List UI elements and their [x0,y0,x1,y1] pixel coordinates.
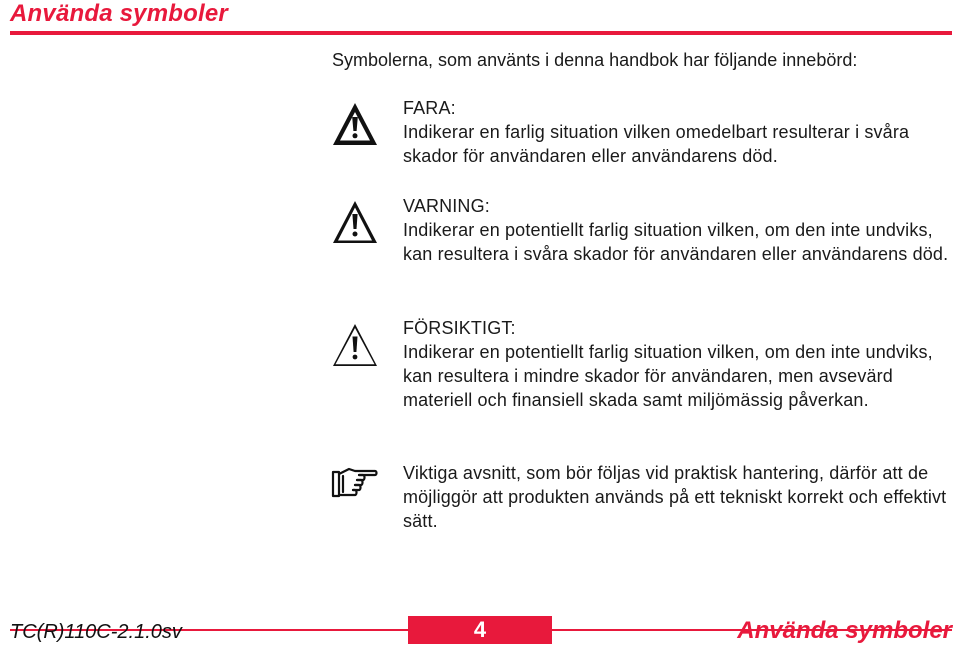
symbol-forsiktigt [403,316,951,412]
symbol-description: Indikerar en potentiellt farlig situation vilken, om den inte undviks, kan resultera i mindre skador för användaren, men avsevärd materiell och finansiell skada samt miljömässig påverkan. [403,342,933,410]
symbol-heading: FARA: [403,98,456,118]
warning-triangle-icon [331,100,379,148]
symbol-note [403,461,951,533]
footer-page-number: 4 [408,616,552,644]
page-header-title: Använda symboler [10,0,228,27]
symbol-description: Indikerar en potentiellt farlig situation vilken, om den inte undviks, kan resultera i svåra skador för användaren eller användarens död. [403,220,949,264]
symbol-description: Indikerar en farlig situation vilken omedelbart resulterar i svåra skador för användaren eller användarens död. [403,122,910,166]
footer-section-title: Använda symboler [737,617,952,644]
pointing-hand-icon [331,464,379,500]
symbol-fara [403,96,951,168]
header-divider [10,31,952,35]
symbol-description: Viktiga avsnitt, som bör följas vid praktisk hantering, därför att de möjliggör att produkten används på ett tekniskt korrekt och effektivt sätt. [403,463,947,531]
warning-triangle-icon [331,321,379,369]
footer-document-id: TC(R)110C-2.1.0sv [10,621,182,643]
symbol-heading: FÖRSIKTIGT: [403,318,516,338]
warning-triangle-icon [331,198,379,246]
symbol-heading: VARNING: [403,196,490,216]
symbol-varning [403,194,951,266]
intro-text: Symbolerna, som använts i denna handbok har följande innebörd: [332,50,858,70]
